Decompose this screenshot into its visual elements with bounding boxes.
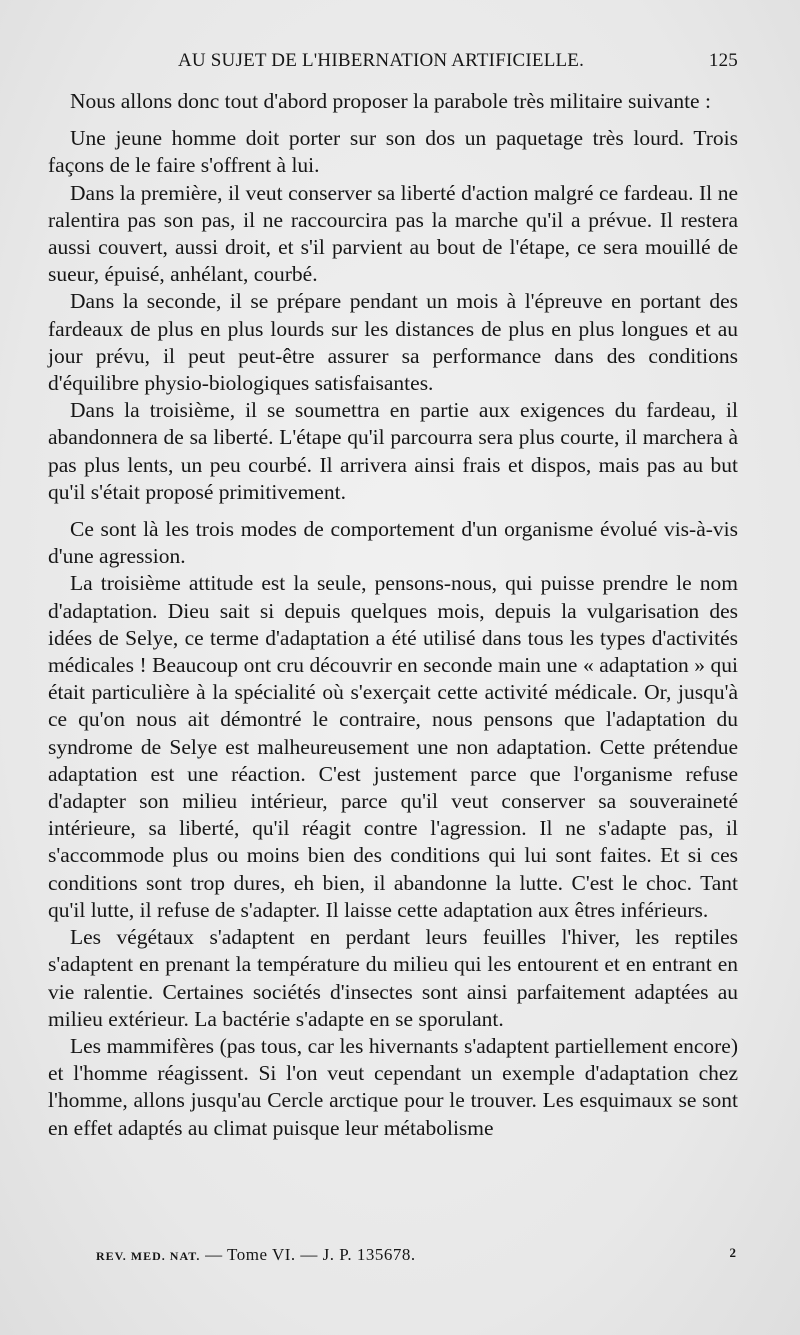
paragraph-vegetaux: Les végétaux s'adaptent en perdant leurs feuilles l'hiver, les reptiles s'adaptent en prenant la température du milieu qui les entourent et en entrant en vie ralentie. Certaines sociétés d'insectes sont ainsi parfaitement adaptées au milieu extérieur. La bactérie s'adapte en se sporulant. [48,925,738,1031]
paragraph-third-way: Dans la troisième, il se soumettra en partie aux exigences du fardeau, il abandonnera de sa liberté. L'étape qu'il parcourra sera plus courte, il marchera à pas plus lents, un peu courbé. Il arrivera ainsi frais et dispos, mais pas au but qu'il s'était proposé primitivement. [48,398,738,504]
paragraph-adaptation: La troisième attitude est la seule, pensons-nous, qui puisse prendre le nom d'adaptation. Dieu sait si depuis quelques mois, depuis la vulgarisation des idées de Selye, ce terme d'adaptation a été utilisé dans tous les types d'activités médicales ! Beaucoup ont cru découvrir en seconde main une « adaptation » qui était particulière à la spécialité où s'exerçait cette activité médicale. Or, jusqu'à ce qu'on nous ait démontré le contraire, nous pensons que l'adaptation du syndrome de Selye est malheureusement une non adaptation. Cette prétendue adaptation est une réaction. C'est justement parce que l'organisme refuse d'adapter son milieu intérieur, parce qu'il veut conserver sa souveraineté intérieure, sa liberté, qu'il réagit contre l'agression. Il ne s'adapte pas, il s'accommode plus ou moins bien des conditions qui lui sont faites. Et si ces conditions sont trop dures, eh bien, il abandonne la lutte. C'est le choc. Tant qu'il lutte, il refuse de s'adapter. Il laisse cette adaptation aux êtres inférieurs. [48,571,738,922]
page-number: 125 [708,50,738,71]
paragraph-intro: Nous allons donc tout d'abord proposer la parabole très militaire suivante : [70,89,711,113]
signature-mark: 2 [729,1245,736,1260]
journal-volume: — Tome VI. — J. P. 135678. [205,1245,416,1264]
running-title: AU SUJET DE L'HIBERNATION ARTIFICIELLE. [178,50,585,71]
paragraph-modes: Ce sont là les trois modes de comportement d'un organisme évolué vis-à-vis d'une agression. [48,517,738,569]
page-footer [96,1245,736,1271]
paragraph-second-way: Dans la seconde, il se prépare pendant un mois à l'épreuve en portant des fardeaux de plus en plus lourds sur les distances de plus en plus longues et au jour prévu, il peut peut-être assurer sa performance dans des conditions d'équilibre physio-biologiques satisfaisantes. [48,289,738,396]
paragraph-first-way: Dans la première, il veut conserver sa liberté d'action malgré ce fardeau. Il ne ralentira pas son pas, il ne raccourcira pas la marche qu'il a prévue. Il restera aussi couvert, aussi droit, et s'il parvient au bout de l'étape, ce sera mouillé de sueur, épuisé, anhélant, courbé. [48,180,738,287]
body-text [48,88,738,1142]
paragraph-mammiferes: Les mammifères (pas tous, car les hivernants s'adaptent partiellement encore) et l'homme réagissent. Si l'on veut cependant un exemple d'adaptation chez l'homme, allons jusqu'au Cercle arctique pour le trouver. Les esquimaux se sont en effet adaptés au climat puisque leur métabolisme [48,1033,738,1140]
journal-abbrev: REV. MED. NAT. [96,1249,201,1263]
paragraph-parable: Une jeune homme doit porter sur son dos un paquetage très lourd. Trois façons de le faire s'offrent à lui. [48,126,738,178]
running-header [48,50,738,78]
journal-reference [96,1245,416,1265]
